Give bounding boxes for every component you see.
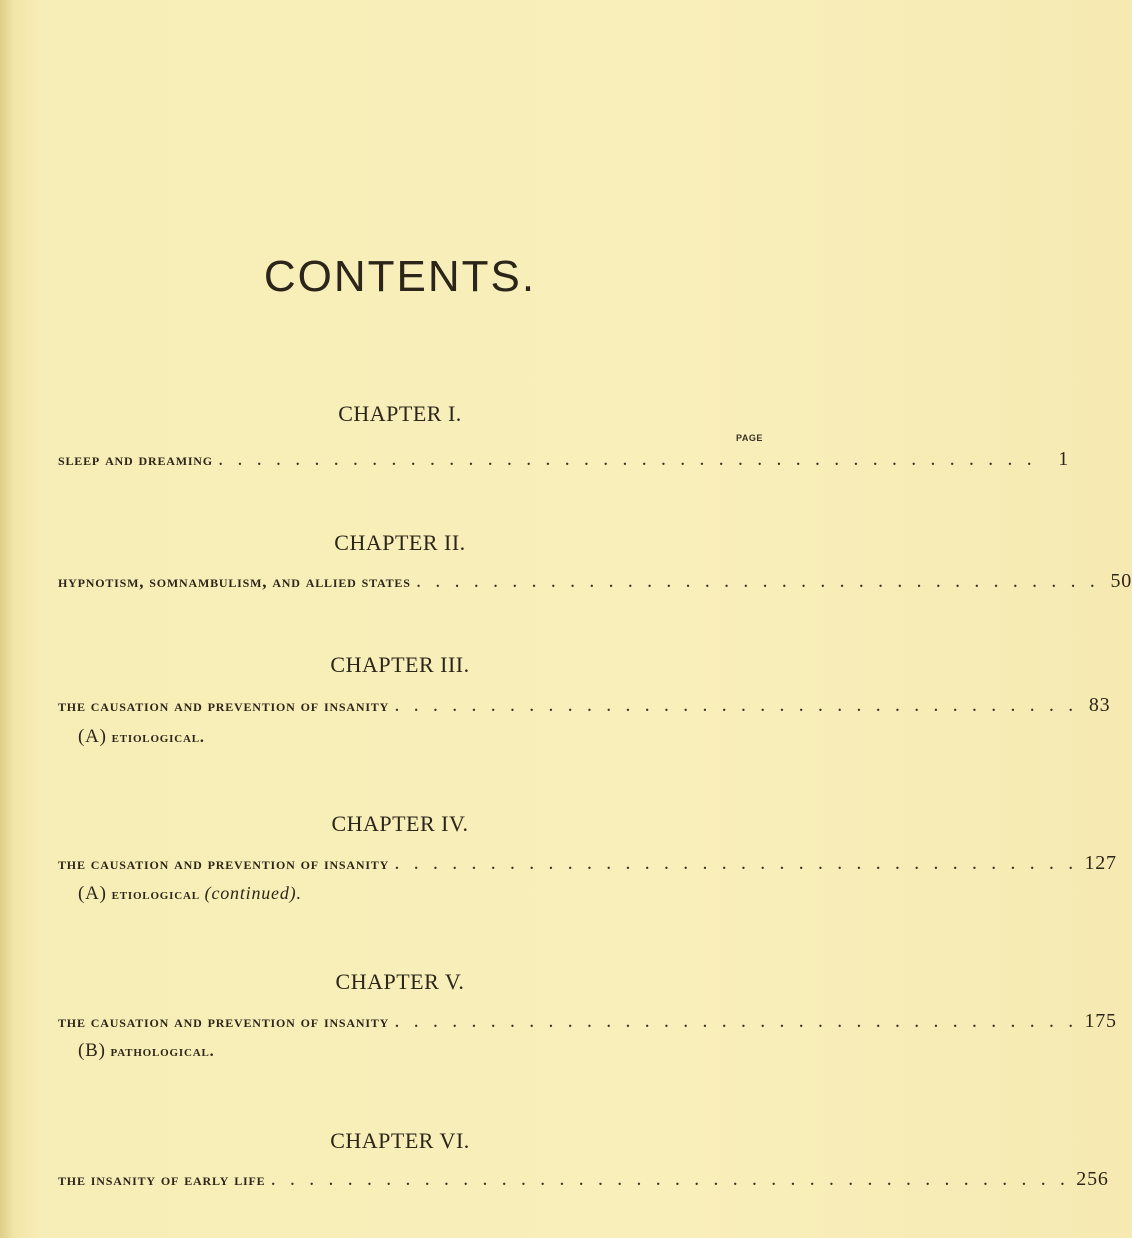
toc-entry-3[interactable] xyxy=(58,694,1111,716)
toc-subentry-4 xyxy=(78,883,302,905)
toc-entry-5[interactable] xyxy=(58,1010,1117,1032)
toc-entry-title: the causation and prevention of insanity xyxy=(58,854,390,873)
toc-entry-title: hypnotism, somnambulism, and allied states xyxy=(58,572,411,591)
toc-entry-6[interactable] xyxy=(58,1168,1109,1190)
toc-page-number: 83 xyxy=(1088,694,1111,716)
page-column-label: PAGE xyxy=(736,433,763,443)
page-title: CONTENTS. xyxy=(263,252,537,301)
toc-subentry-text: pathological. xyxy=(110,1043,215,1060)
toc-leader-dots: . . . . . . . . . . . . . . . . . . . . . . . . . . . . . . . . . . . . xyxy=(395,1015,1079,1031)
toc-leader-dots: . . . . . . . . . . . . . . . . . . . . . . . . . . . . . . . . . . . . . . . . . . . xyxy=(218,453,1038,469)
toc-entry-title: the causation and prevention of insanity xyxy=(58,1012,390,1031)
toc-page-number: 256 xyxy=(1076,1168,1109,1190)
toc-entry-2[interactable] xyxy=(58,570,1132,592)
toc-entry-1[interactable] xyxy=(58,448,1070,470)
toc-subentry-3 xyxy=(78,726,205,748)
chapter-heading-3: CHAPTER III. xyxy=(330,652,470,677)
toc-entry-title: the causation and prevention of insanity xyxy=(58,696,390,715)
toc-page-number: 50 xyxy=(1110,570,1132,592)
chapter-heading-1: CHAPTER I. xyxy=(338,401,462,426)
page-edge-shadow xyxy=(0,0,14,1238)
toc-entry-title: sleep and dreaming xyxy=(58,450,213,469)
toc-subentry-text: etiological. xyxy=(111,729,205,746)
toc-page-number: 127 xyxy=(1084,852,1117,874)
toc-leader-dots: . . . . . . . . . . . . . . . . . . . . . . . . . . . . . . . . . . . . xyxy=(416,575,1101,591)
toc-subentry-label: (A) xyxy=(78,883,107,904)
toc-subentry-label: (B) xyxy=(78,1040,106,1061)
toc-subentry-5 xyxy=(78,1040,214,1062)
toc-subentry-note: (continued). xyxy=(204,883,302,903)
toc-subentry-label: (A) xyxy=(78,726,107,747)
toc-entry-title: the insanity of early life xyxy=(58,1170,266,1189)
chapter-heading-5: CHAPTER V. xyxy=(335,969,465,994)
toc-leader-dots: . . . . . . . . . . . . . . . . . . . . . . . . . . . . . . . . . . . . xyxy=(395,857,1079,873)
chapter-heading-2: CHAPTER II. xyxy=(334,530,466,555)
toc-subentry-text: etiological xyxy=(111,886,200,903)
chapter-heading-4: CHAPTER IV. xyxy=(331,811,469,836)
chapter-heading-6: CHAPTER VI. xyxy=(330,1128,470,1153)
toc-page-number: 1 xyxy=(1058,448,1070,470)
toc-leader-dots: . . . . . . . . . . . . . . . . . . . . . . . . . . . . . . . . . . . . . . . . . . xyxy=(271,1173,1071,1189)
toc-leader-dots: . . . . . . . . . . . . . . . . . . . . . . . . . . . . . . . . . . . . xyxy=(395,699,1079,715)
toc-entry-4[interactable] xyxy=(58,852,1117,874)
toc-page-number: 175 xyxy=(1084,1010,1117,1032)
